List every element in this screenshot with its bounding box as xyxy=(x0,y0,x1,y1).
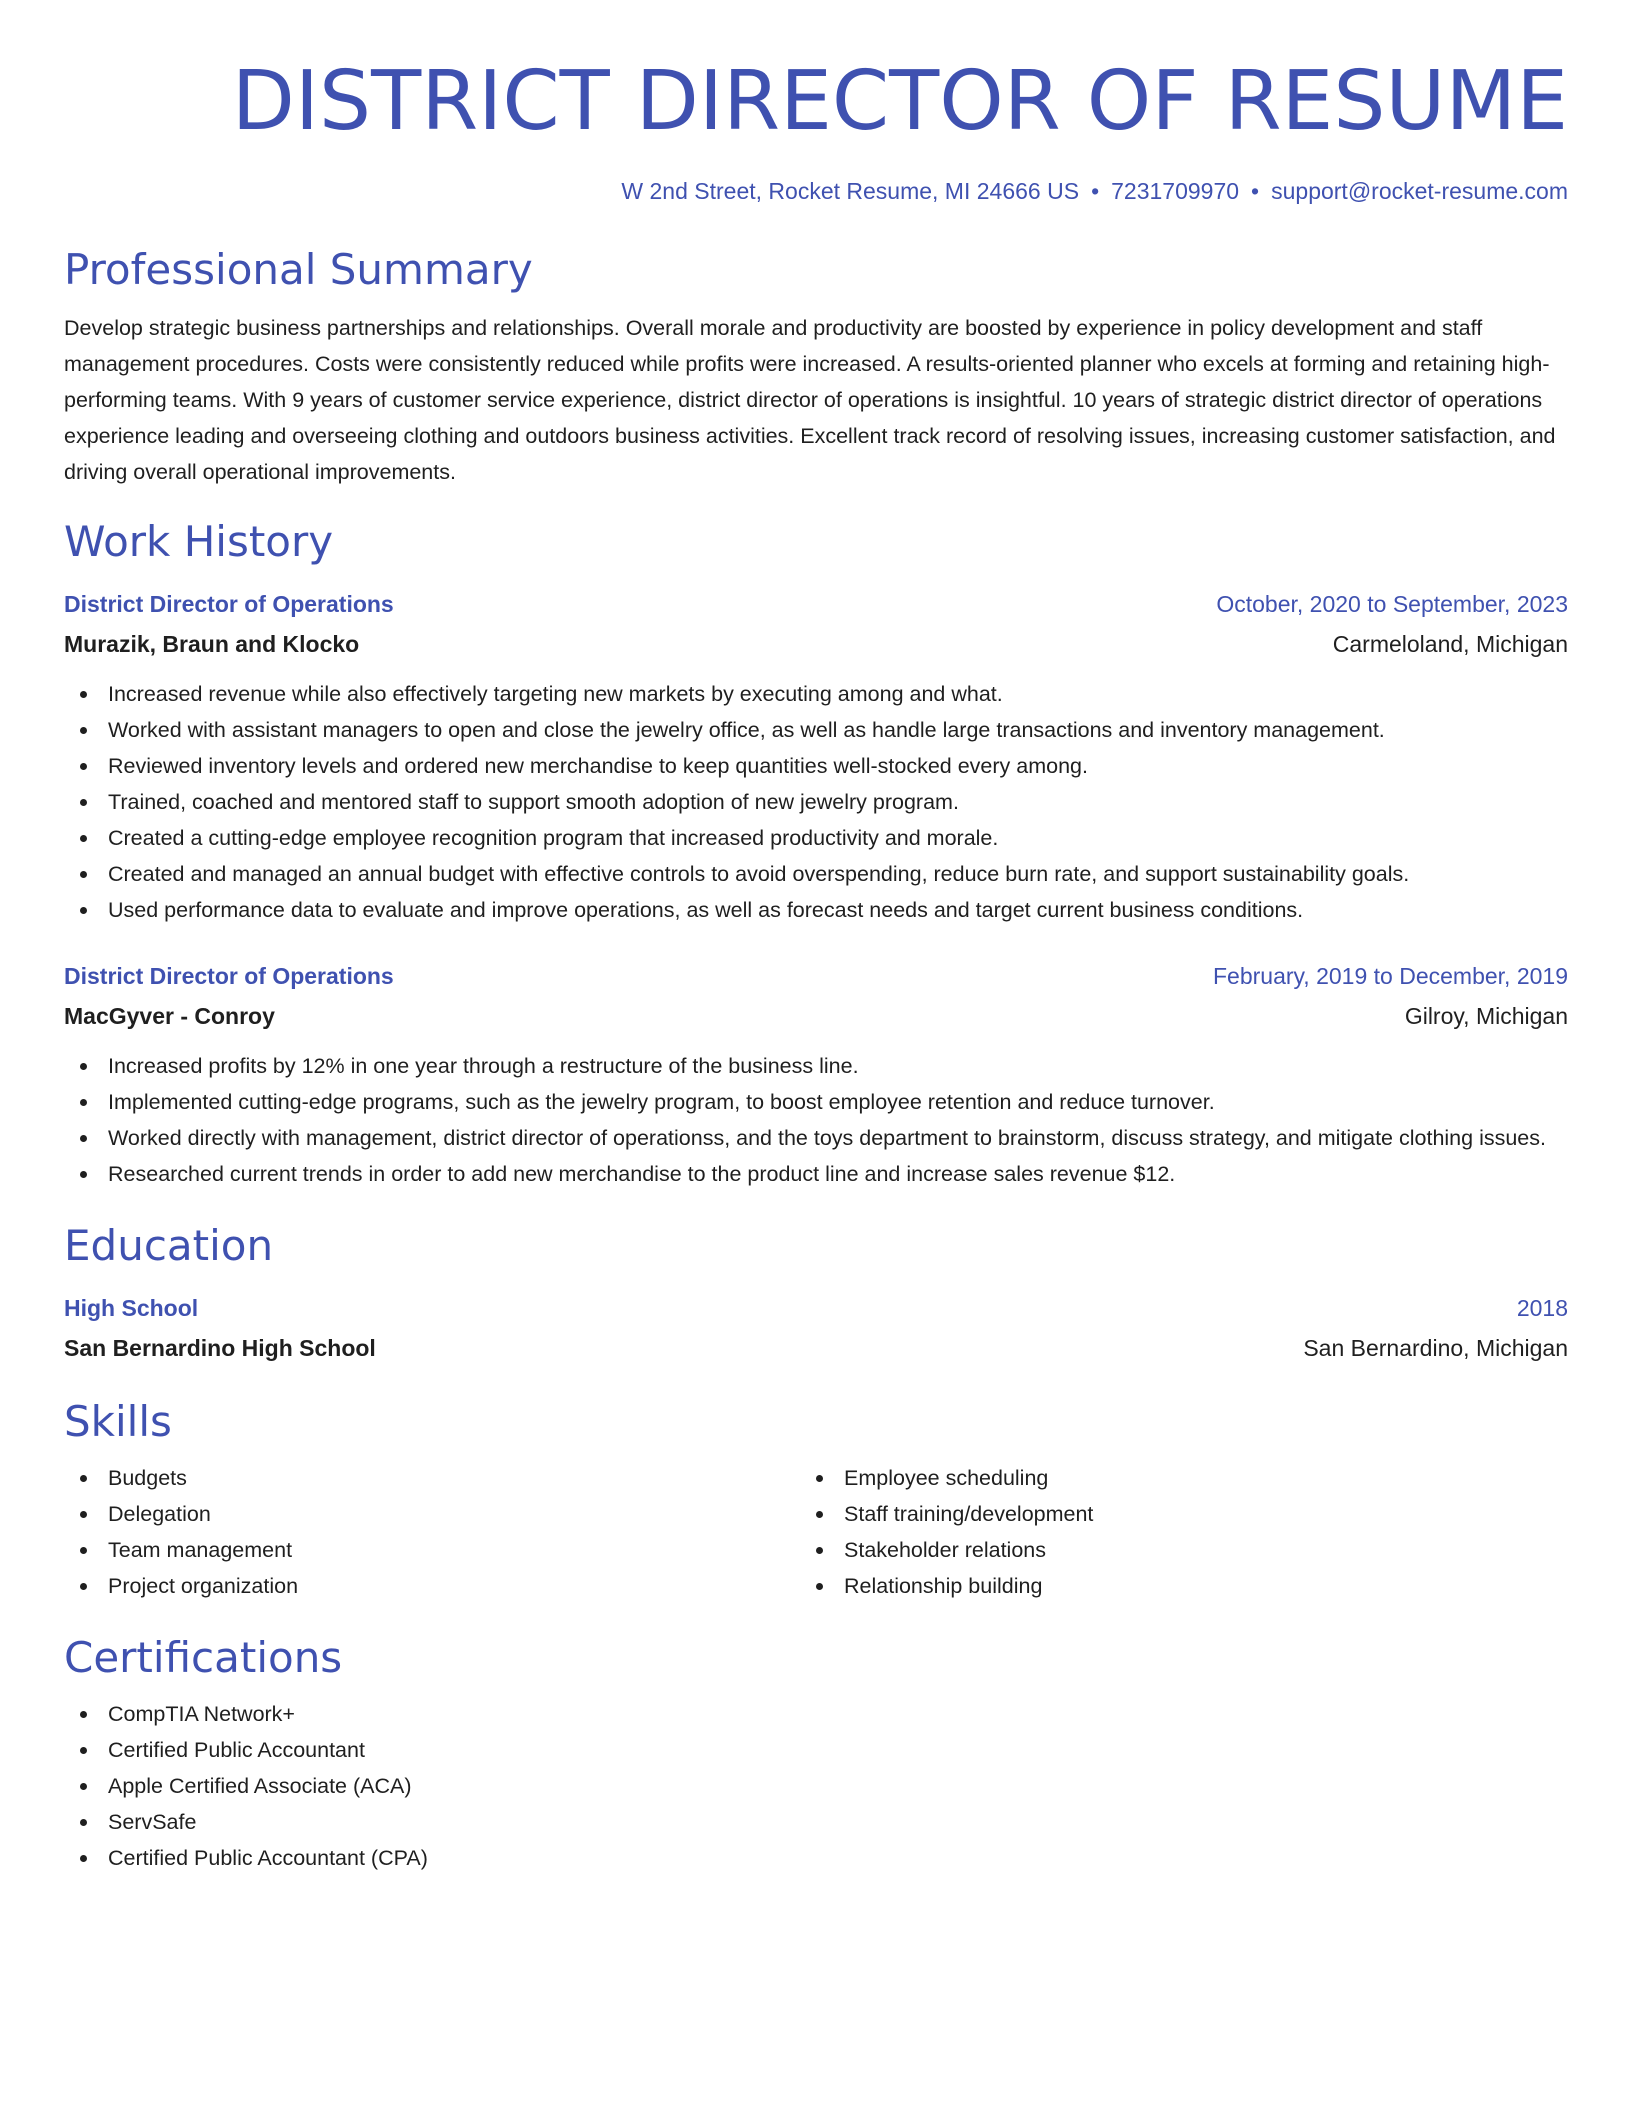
list-item: Researched current trends in order to add new merchandise to the product line and increase sales revenue $12. xyxy=(64,1156,1568,1192)
certification-item: Certified Public Accountant (CPA) xyxy=(64,1840,1568,1876)
list-item: Implemented cutting-edge programs, such as the jewelry program, to boost employee retention and reduce turnover. xyxy=(64,1084,1568,1120)
job-dates: October, 2020 to September, 2023 xyxy=(1216,591,1568,617)
job-location: Gilroy, Michigan xyxy=(1404,1003,1568,1029)
work-history-heading: Work History xyxy=(64,517,334,566)
job-entry xyxy=(64,956,1568,1192)
address: W 2nd Street, Rocket Resume, MI 24666 US xyxy=(621,178,1080,204)
graduation-year: 2018 xyxy=(1516,1295,1568,1321)
phone: 7231709970 xyxy=(1111,178,1240,204)
certifications-heading: Certifications xyxy=(64,1633,343,1682)
skill-item: Staff training/development xyxy=(800,1496,1536,1532)
certification-item: Certified Public Accountant xyxy=(64,1732,1568,1768)
list-item: Worked with assistant managers to open and close the jewelry office, as well as handle large transactions and inventory management. xyxy=(64,712,1568,748)
job-location: Carmeloland, Michigan xyxy=(1332,631,1568,657)
skill-item: Project organization xyxy=(64,1568,800,1604)
job-company: Murazik, Braun and Klocko xyxy=(64,631,360,657)
email: support@rocket-resume.com xyxy=(1271,178,1568,204)
certification-item: ServSafe xyxy=(64,1804,1568,1840)
list-item: Created a cutting-edge employee recognition program that increased productivity and morale. xyxy=(64,820,1568,856)
summary-text: Develop strategic business partnerships and relationships. Overall morale and productivity are boosted by experience in policy development and staff management procedures. Costs were consistently reduced while profits were increased. A results-oriented planner who excels at forming and retaining high-performing teams. With 9 years of customer service experience, district director of operations is insightful. 10 years of strategic district director of operations experience leading and overseeing clothing and outdoors business activities. Excellent track record of resolving issues, increasing customer satisfaction, and driving overall operational improvements. xyxy=(64,316,1556,484)
contact-line xyxy=(64,176,1568,206)
list-item: Reviewed inventory levels and ordered new merchandise to keep quantities well-stocked every among. xyxy=(64,748,1568,784)
skill-item: Employee scheduling xyxy=(800,1460,1536,1496)
job-company: MacGyver - Conroy xyxy=(64,1003,275,1029)
certification-item: Apple Certified Associate (ACA) xyxy=(64,1768,1568,1804)
skills-column-left xyxy=(64,1460,800,1604)
separator-dot: • xyxy=(1091,178,1100,204)
skills-grid xyxy=(64,1460,1568,1604)
degree: High School xyxy=(64,1295,199,1321)
education-heading: Education xyxy=(64,1221,274,1270)
job-bullets xyxy=(64,676,1568,928)
list-item: Increased revenue while also effectively targeting new markets by executing among and what. xyxy=(64,676,1568,712)
school-location: San Bernardino, Michigan xyxy=(1303,1335,1568,1361)
list-item: Trained, coached and mentored staff to support smooth adoption of new jewelry program. xyxy=(64,784,1568,820)
candidate-name: DISTRICT DIRECTOR OF RESUME xyxy=(231,54,1568,149)
job-bullets xyxy=(64,1048,1568,1192)
list-item: Created and managed an annual budget with effective controls to avoid overspending, reduce burn rate, and support sustainability goals. xyxy=(64,856,1568,892)
job-title: District Director of Operations xyxy=(64,963,394,989)
skill-item: Delegation xyxy=(64,1496,800,1532)
summary-heading: Professional Summary xyxy=(64,245,533,294)
skill-item: Relationship building xyxy=(800,1568,1536,1604)
job-entry xyxy=(64,584,1568,928)
job-title: District Director of Operations xyxy=(64,591,394,617)
skill-item: Budgets xyxy=(64,1460,800,1496)
skills-column-right xyxy=(800,1460,1536,1604)
list-item: Used performance data to evaluate and improve operations, as well as forecast needs and target current business conditions. xyxy=(64,892,1568,928)
certifications-list xyxy=(64,1696,1568,1876)
skill-item: Stakeholder relations xyxy=(800,1532,1536,1568)
skill-item: Team management xyxy=(64,1532,800,1568)
resume-header xyxy=(64,0,1568,206)
job-dates: February, 2019 to December, 2019 xyxy=(1212,963,1568,989)
skills-heading: Skills xyxy=(64,1397,172,1446)
list-item: Increased profits by 12% in one year through a restructure of the business line. xyxy=(64,1048,1568,1084)
separator-dot: • xyxy=(1251,178,1260,204)
list-item: Worked directly with management, district director of operationss, and the toys department to brainstorm, discuss strategy, and mitigate clothing issues. xyxy=(64,1120,1568,1156)
school-name: San Bernardino High School xyxy=(64,1335,376,1361)
education-entry xyxy=(64,1288,1568,1368)
certification-item: CompTIA Network+ xyxy=(64,1696,1568,1732)
